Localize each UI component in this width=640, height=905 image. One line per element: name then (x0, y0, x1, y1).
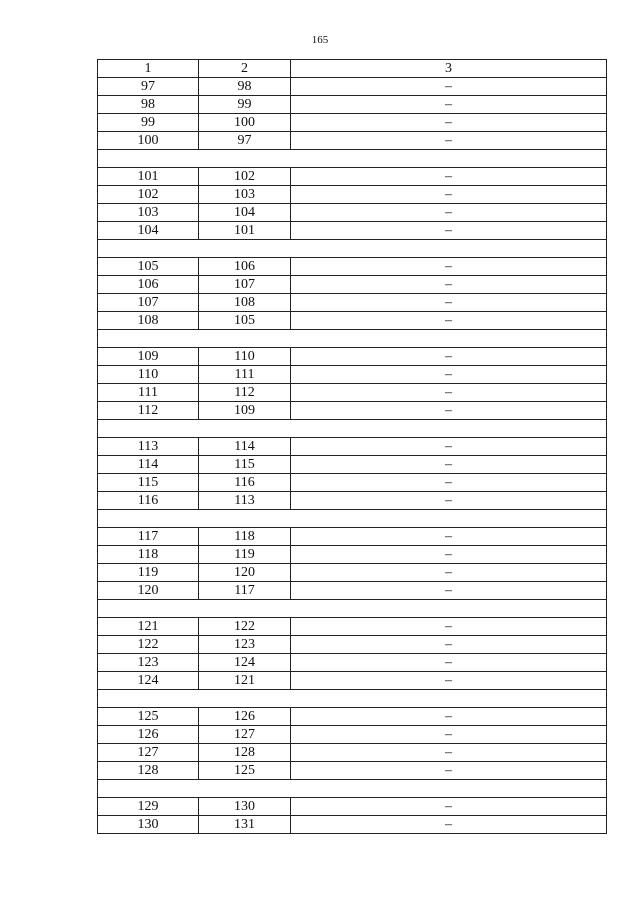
table-row (98, 132, 607, 150)
table-row (98, 204, 607, 222)
table-cell-col-3: – (291, 744, 607, 762)
group-separator-row (98, 420, 607, 438)
table-row (98, 96, 607, 114)
table-cell-col-3: – (291, 132, 607, 150)
table-cell-col-1: 103 (98, 204, 199, 222)
table-cell-col-2: 113 (199, 492, 291, 510)
table-cell-col-3: – (291, 762, 607, 780)
table-cell-col-2: 98 (199, 78, 291, 96)
table-row (98, 546, 607, 564)
table-cell-col-3: – (291, 276, 607, 294)
table-row (98, 564, 607, 582)
table-row (98, 456, 607, 474)
table-cell-col-2: 123 (199, 636, 291, 654)
table-cell-col-1: 126 (98, 726, 199, 744)
group-separator-row (98, 780, 607, 798)
table-row (98, 618, 607, 636)
table-row (98, 258, 607, 276)
table-cell-col-2: 122 (199, 618, 291, 636)
table-cell-col-2: 118 (199, 528, 291, 546)
table-cell-col-3: – (291, 366, 607, 384)
table-cell-col-1: 116 (98, 492, 199, 510)
table-cell-col-2: 128 (199, 744, 291, 762)
page-number: 165 (311, 34, 329, 46)
table-cell-col-3: – (291, 654, 607, 672)
table-cell-col-3: – (291, 582, 607, 600)
header-cell-3: 3 (291, 60, 607, 78)
table-cell-col-3: – (291, 474, 607, 492)
table-row (98, 726, 607, 744)
group-separator-row (98, 330, 607, 348)
table-cell-col-2: 106 (199, 258, 291, 276)
table-cell-col-2: 107 (199, 276, 291, 294)
table-cell-col-1: 101 (98, 168, 199, 186)
table-cell-col-2: 102 (199, 168, 291, 186)
table-cell-col-2: 120 (199, 564, 291, 582)
table-cell-col-3: – (291, 492, 607, 510)
table-row (98, 798, 607, 816)
table-cell-col-2: 131 (199, 816, 291, 834)
table-row (98, 78, 607, 96)
table-cell-col-2: 108 (199, 294, 291, 312)
table-cell-col-1: 129 (98, 798, 199, 816)
table-cell-col-3: – (291, 726, 607, 744)
table-cell-col-1: 114 (98, 456, 199, 474)
table-cell-col-1: 119 (98, 564, 199, 582)
header-cell-1: 1 (98, 60, 199, 78)
table-cell-col-2: 97 (199, 132, 291, 150)
group-separator-row (98, 240, 607, 258)
table-row (98, 636, 607, 654)
table-cell-col-2: 121 (199, 672, 291, 690)
table-cell-col-1: 120 (98, 582, 199, 600)
table-cell-col-1: 112 (98, 402, 199, 420)
table-cell-col-1: 109 (98, 348, 199, 366)
table-row (98, 654, 607, 672)
table-cell-col-1: 99 (98, 114, 199, 132)
table-cell-col-3: – (291, 438, 607, 456)
table-cell-col-2: 116 (199, 474, 291, 492)
data-table-body (98, 60, 607, 834)
table-cell-col-1: 125 (98, 708, 199, 726)
table-cell-col-1: 128 (98, 762, 199, 780)
table-row (98, 492, 607, 510)
table-cell-col-1: 104 (98, 222, 199, 240)
table-cell-col-3: – (291, 564, 607, 582)
table-cell-col-1: 110 (98, 366, 199, 384)
table-cell-col-1: 98 (98, 96, 199, 114)
table-cell-col-1: 105 (98, 258, 199, 276)
table-cell-col-3: – (291, 96, 607, 114)
table-cell-col-3: – (291, 384, 607, 402)
table-cell-col-2: 109 (199, 402, 291, 420)
table-cell-col-3: – (291, 636, 607, 654)
table-cell-col-3: – (291, 78, 607, 96)
separator-cell (98, 600, 607, 618)
table-row (98, 402, 607, 420)
table-cell-col-1: 113 (98, 438, 199, 456)
table-cell-col-3: – (291, 258, 607, 276)
table-cell-col-1: 106 (98, 276, 199, 294)
table-cell-col-2: 130 (199, 798, 291, 816)
table-row (98, 348, 607, 366)
table-cell-col-3: – (291, 294, 607, 312)
table-row (98, 816, 607, 834)
table-row (98, 744, 607, 762)
table-cell-col-2: 117 (199, 582, 291, 600)
table-cell-col-2: 127 (199, 726, 291, 744)
table-cell-col-2: 103 (199, 186, 291, 204)
table-cell-col-1: 117 (98, 528, 199, 546)
table-row (98, 762, 607, 780)
table-cell-col-1: 122 (98, 636, 199, 654)
table-cell-col-3: – (291, 456, 607, 474)
table-row (98, 186, 607, 204)
table-cell-col-1: 121 (98, 618, 199, 636)
header-row (98, 60, 607, 78)
group-separator-row (98, 690, 607, 708)
separator-cell (98, 330, 607, 348)
table-row (98, 366, 607, 384)
table-cell-col-2: 99 (199, 96, 291, 114)
table-cell-col-1: 107 (98, 294, 199, 312)
table-cell-col-1: 102 (98, 186, 199, 204)
table-row (98, 114, 607, 132)
table-cell-col-1: 127 (98, 744, 199, 762)
table-cell-col-3: – (291, 114, 607, 132)
table-row (98, 276, 607, 294)
table-cell-col-1: 118 (98, 546, 199, 564)
table-cell-col-2: 115 (199, 456, 291, 474)
separator-cell (98, 780, 607, 798)
table-cell-col-3: – (291, 672, 607, 690)
table-cell-col-2: 112 (199, 384, 291, 402)
table-cell-col-2: 114 (199, 438, 291, 456)
table-cell-col-3: – (291, 546, 607, 564)
separator-cell (98, 510, 607, 528)
separator-cell (98, 150, 607, 168)
table-row (98, 438, 607, 456)
table-cell-col-2: 104 (199, 204, 291, 222)
table-cell-col-3: – (291, 528, 607, 546)
header-cell-2: 2 (199, 60, 291, 78)
table-row (98, 294, 607, 312)
table-cell-col-3: – (291, 348, 607, 366)
table-row (98, 222, 607, 240)
table-cell-col-1: 111 (98, 384, 199, 402)
table-cell-col-3: – (291, 618, 607, 636)
group-separator-row (98, 150, 607, 168)
table-cell-col-3: – (291, 186, 607, 204)
table-cell-col-3: – (291, 204, 607, 222)
table-cell-col-2: 105 (199, 312, 291, 330)
table-cell-col-1: 123 (98, 654, 199, 672)
table-cell-col-3: – (291, 816, 607, 834)
table-cell-col-3: – (291, 708, 607, 726)
table-row (98, 708, 607, 726)
separator-cell (98, 240, 607, 258)
table-cell-col-2: 119 (199, 546, 291, 564)
table-cell-col-2: 111 (199, 366, 291, 384)
table-row (98, 528, 607, 546)
table-cell-col-2: 101 (199, 222, 291, 240)
table-cell-col-3: – (291, 312, 607, 330)
table-cell-col-2: 110 (199, 348, 291, 366)
table-row (98, 474, 607, 492)
table-cell-col-3: – (291, 168, 607, 186)
table-row (98, 168, 607, 186)
group-separator-row (98, 600, 607, 618)
table-cell-col-2: 125 (199, 762, 291, 780)
table-cell-col-2: 100 (199, 114, 291, 132)
separator-cell (98, 420, 607, 438)
table-row (98, 384, 607, 402)
table-row (98, 672, 607, 690)
table-cell-col-1: 124 (98, 672, 199, 690)
table-cell-col-3: – (291, 798, 607, 816)
table-cell-col-1: 130 (98, 816, 199, 834)
table-row (98, 312, 607, 330)
table-cell-col-2: 124 (199, 654, 291, 672)
table-cell-col-1: 100 (98, 132, 199, 150)
table-cell-col-1: 115 (98, 474, 199, 492)
table-cell-col-1: 97 (98, 78, 199, 96)
table-cell-col-2: 126 (199, 708, 291, 726)
table-cell-col-3: – (291, 402, 607, 420)
table-row (98, 582, 607, 600)
group-separator-row (98, 510, 607, 528)
table-cell-col-3: – (291, 222, 607, 240)
data-table (97, 59, 607, 834)
table-cell-col-1: 108 (98, 312, 199, 330)
separator-cell (98, 690, 607, 708)
